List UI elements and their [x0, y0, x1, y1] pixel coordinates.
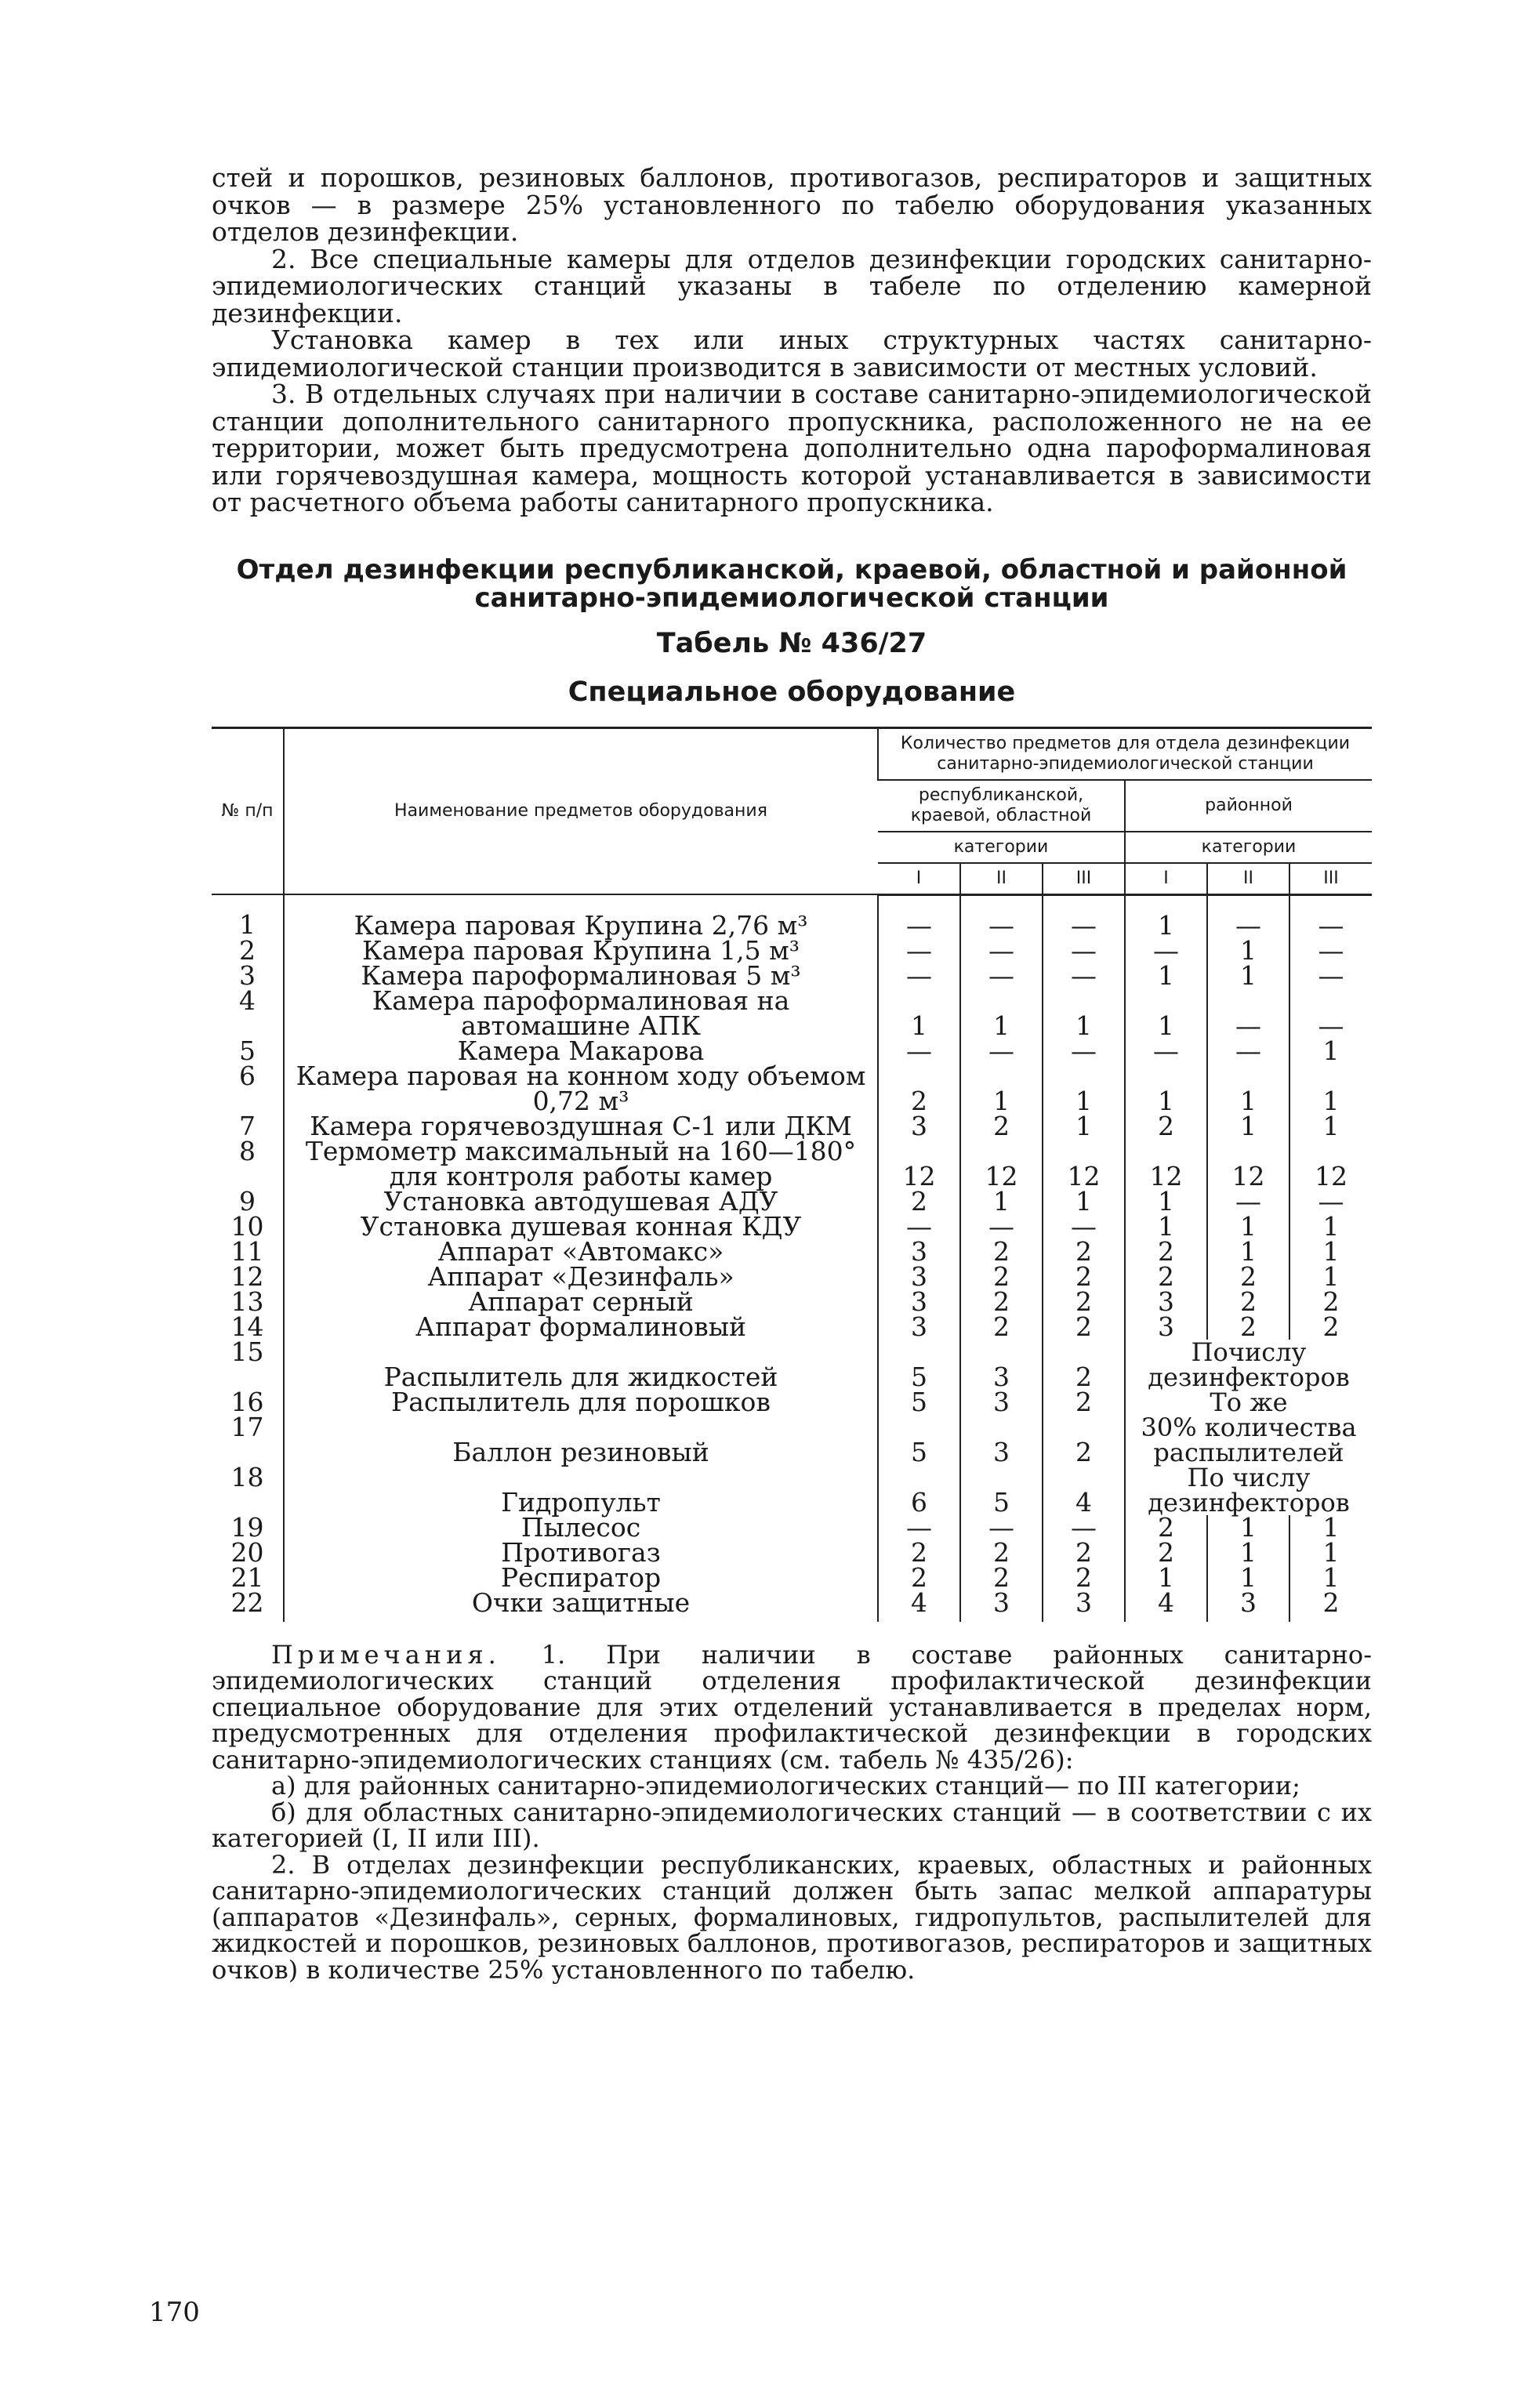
row-number: 17	[230, 1411, 264, 1442]
row-number: 8	[239, 1135, 256, 1166]
row-value: 1	[1125, 963, 1207, 988]
row-value: 2	[878, 1189, 960, 1214]
row-value: 1	[1043, 1064, 1125, 1114]
row-value: 2	[1125, 1540, 1207, 1565]
row-value: 2	[1043, 1289, 1125, 1315]
header-cat-3: III	[1043, 863, 1125, 895]
table-row	[212, 963, 1372, 988]
row-value: 3	[960, 1390, 1043, 1415]
row-number: 13	[230, 1286, 264, 1317]
row-merged-value: Почислу дезинфекторов	[1125, 1340, 1372, 1390]
row-name: Камера паровая на конном ходу объемом 0,72 м³	[284, 1064, 878, 1114]
row-value: —	[960, 1515, 1043, 1540]
row-value: 1	[1207, 938, 1289, 963]
row-value: —	[878, 1515, 960, 1540]
row-value: 3	[878, 1315, 960, 1340]
row-value: 1	[1043, 988, 1125, 1039]
note-1-text: 1. При наличии в составе районных санитарно-эпидемиологических станций отделения профилактической дезинфекции специальное оборудование для этих отделений устанавливается в пределах норм, предусмотренных для отделения профилактической дезинфекции в городских санитарно-эпидемиологических станциях (см. табель № 435/26):	[212, 1639, 1372, 1775]
row-value: 2	[960, 1239, 1043, 1264]
row-value: 1	[1207, 1214, 1289, 1239]
table-row	[212, 1465, 1372, 1515]
table-row	[212, 1289, 1372, 1315]
row-value: 1	[1207, 1064, 1289, 1114]
row-value: 1	[1207, 1515, 1289, 1540]
row-value: 1	[1207, 1114, 1289, 1139]
row-value: 1	[1289, 1565, 1372, 1590]
row-value: 1	[1207, 1565, 1289, 1590]
table-row	[212, 1114, 1372, 1139]
row-name: Респиратор	[284, 1565, 878, 1590]
row-number: 7	[239, 1110, 256, 1141]
table-body	[212, 894, 1372, 1622]
row-value: 2	[1043, 1315, 1125, 1340]
row-name: Баллон резиновый	[284, 1415, 878, 1465]
row-value: 2	[1125, 1114, 1207, 1139]
row-value: 2	[960, 1264, 1043, 1289]
row-value: 3	[878, 1264, 960, 1289]
row-number: 12	[230, 1260, 264, 1292]
row-value: —	[1043, 963, 1125, 988]
page	[212, 162, 1372, 1985]
header-categories-district: категории	[1125, 832, 1372, 863]
row-name: Установка душевая конная КДУ	[284, 1214, 878, 1239]
row-value: 12	[960, 1139, 1043, 1189]
row-value: 2	[960, 1540, 1043, 1565]
row-value: 1	[960, 1189, 1043, 1214]
table-row	[212, 1315, 1372, 1340]
row-value: —	[878, 1214, 960, 1239]
row-value: 2	[1043, 1390, 1125, 1415]
table-row	[212, 1239, 1372, 1264]
row-value: 1	[1125, 1189, 1207, 1214]
table-row	[212, 1565, 1372, 1590]
row-value: 1	[1043, 1114, 1125, 1139]
row-value: 1	[1207, 1540, 1289, 1565]
table-row	[212, 988, 1372, 1039]
row-value: 3	[960, 1590, 1043, 1622]
table-subtitle: Специальное оборудование	[568, 676, 1016, 708]
row-number: 16	[230, 1386, 264, 1417]
table-row	[212, 1264, 1372, 1289]
row-name: Термометр максимальный на 160—180° для контроля работы камер	[284, 1139, 878, 1189]
note-1b: б) для областных санитарно-эпидемиологических станций — в соответствии с их категорией (I, II или III).	[212, 1797, 1372, 1853]
row-value: 3	[878, 1239, 960, 1264]
note-1	[212, 1639, 1372, 1775]
row-name: Противогаз	[284, 1540, 878, 1565]
row-value: 12	[1043, 1139, 1125, 1189]
row-value: 2	[1289, 1315, 1372, 1340]
row-value: 1	[878, 988, 960, 1039]
row-value: —	[1289, 1189, 1372, 1214]
table-row	[212, 1415, 1372, 1465]
row-value: 2	[878, 1064, 960, 1114]
row-name: Распылитель для порошков	[284, 1390, 878, 1415]
row-value: 2	[1125, 1515, 1207, 1540]
table-row	[212, 1139, 1372, 1189]
row-value: 2	[960, 1289, 1043, 1315]
row-value: 12	[878, 1139, 960, 1189]
row-number: 6	[239, 1060, 256, 1091]
intro-paragraph-2: 2. Все специальные камеры для отделов дезинфекции городских санитарно-эпидемиологических станций указаны в табеле по отделению камерной дезинфекции.	[212, 243, 1372, 328]
note-2: 2. В отделах дезинфекции республиканских, краевых, областных и районных санитарно-эпидемиологических станций должен быть запас мелкой аппаратуры (аппаратов «Дезинфаль», серных, формалиновых, гидропультов, распылителей для жидкостей и порошков, резиновых баллонов, противогазов, респираторов и защитных очков) в количестве 25% установленного по табелю.	[212, 1849, 1372, 1985]
row-value: 4	[1043, 1465, 1125, 1515]
table-row	[212, 1590, 1372, 1622]
row-value: 12	[1207, 1139, 1289, 1189]
table-row	[212, 1189, 1372, 1214]
row-value: 1	[1289, 1239, 1372, 1264]
row-value: 3	[1125, 1289, 1207, 1315]
row-value: —	[1289, 963, 1372, 988]
row-value: 1	[1125, 1214, 1207, 1239]
row-value: —	[1289, 988, 1372, 1039]
row-value: 3	[878, 1114, 960, 1139]
row-value: —	[960, 1039, 1043, 1064]
row-value: —	[1125, 938, 1207, 963]
header-name: Наименование предметов оборудования	[284, 727, 878, 894]
row-value: 2	[1125, 1239, 1207, 1264]
row-value: —	[1043, 1039, 1125, 1064]
row-value: —	[1125, 1039, 1207, 1064]
row-value: —	[1043, 894, 1125, 938]
row-value: 5	[960, 1465, 1043, 1515]
row-value: 4	[1125, 1590, 1207, 1622]
table-row	[212, 1214, 1372, 1239]
row-value: 2	[1043, 1565, 1125, 1590]
row-number: 5	[239, 1035, 256, 1066]
row-value: 2	[960, 1114, 1043, 1139]
table-row	[212, 894, 1372, 938]
row-value: 12	[1289, 1139, 1372, 1189]
row-value: 2	[960, 1315, 1043, 1340]
row-value: 2	[1207, 1264, 1289, 1289]
row-number: 11	[230, 1235, 264, 1267]
row-name: Камера горячевоздушная С-1 или ДКМ	[284, 1114, 878, 1139]
row-value: 1	[1125, 894, 1207, 938]
notes	[212, 1639, 1372, 1985]
row-merged-value: 30% количества распылителей	[1125, 1415, 1372, 1465]
row-value: —	[960, 1214, 1043, 1239]
row-value: 3	[1043, 1590, 1125, 1622]
row-value: 2	[960, 1565, 1043, 1590]
row-number: 19	[230, 1511, 264, 1543]
row-value: —	[878, 963, 960, 988]
row-number: 21	[230, 1561, 264, 1593]
row-value: —	[1207, 894, 1289, 938]
row-value: 2	[1207, 1315, 1289, 1340]
row-value: —	[1289, 894, 1372, 938]
row-value: 1	[1289, 1264, 1372, 1289]
row-value: 5	[878, 1415, 960, 1465]
row-value: —	[1289, 938, 1372, 963]
row-value: —	[878, 1039, 960, 1064]
row-value: 1	[1289, 1515, 1372, 1540]
table-row	[212, 938, 1372, 963]
table-row	[212, 1064, 1372, 1114]
row-value: 1	[1289, 1039, 1372, 1064]
row-value: 1	[1207, 963, 1289, 988]
header-republican: республиканской, краевой, областной	[878, 780, 1125, 832]
row-value: 1	[1207, 1239, 1289, 1264]
row-value: 3	[1207, 1590, 1289, 1622]
row-value: 2	[1043, 1540, 1125, 1565]
row-name: Аппарат «Дезинфаль»	[284, 1264, 878, 1289]
row-value: 2	[1289, 1289, 1372, 1315]
intro-paragraph-4: 3. В отдельных случаях при наличии в составе санитарно-эпидемиологической станции дополнительного санитарного пропускника, расположенного не на ее территории, может быть предусмотрена дополнительно одна пароформалиновая или горячевоздушная камера, мощность которой устанавливается в зависимости от расчетного объема работы санитарного пропускника.	[212, 379, 1372, 517]
row-value: 1	[1289, 1064, 1372, 1114]
row-value: 1	[1043, 1189, 1125, 1214]
row-name: Камера пароформалиновая на автомашине АПК	[284, 988, 878, 1039]
header-number: № п/п	[212, 727, 284, 894]
table-row	[212, 1540, 1372, 1565]
row-value: 2	[1043, 1415, 1125, 1465]
row-number: 10	[230, 1210, 264, 1242]
row-value: —	[1207, 1189, 1289, 1214]
row-name: Аппарат «Автомакс»	[284, 1239, 878, 1264]
row-name: Аппарат формалиновый	[284, 1315, 878, 1340]
table-row	[212, 1390, 1372, 1415]
header-district: районной	[1125, 780, 1372, 832]
header-cat-1: I	[1125, 863, 1207, 895]
row-value: —	[960, 894, 1043, 938]
row-merged-value: То же	[1125, 1390, 1372, 1415]
row-value: 2	[878, 1565, 960, 1590]
row-value: 3	[960, 1340, 1043, 1390]
row-value: —	[1043, 938, 1125, 963]
table-row	[212, 1515, 1372, 1540]
row-name: Гидропульт	[284, 1465, 878, 1515]
row-number: 9	[239, 1185, 256, 1217]
row-value: 1	[1289, 1114, 1372, 1139]
row-value: 1	[1125, 1064, 1207, 1114]
row-value: 2	[1043, 1340, 1125, 1390]
row-number: 1	[239, 909, 256, 940]
row-name: Камера паровая Крупина 1,5 м³	[284, 938, 878, 963]
row-name: Пылесос	[284, 1515, 878, 1540]
header-cat-2: II	[960, 863, 1043, 895]
table-row	[212, 1039, 1372, 1064]
row-number: 2	[239, 934, 256, 966]
row-value: 12	[1125, 1139, 1207, 1189]
header-cat-3: III	[1289, 863, 1372, 895]
intro-paragraph-3: Установка камер в тех или иных структурных частях санитарно-эпидемиологической станции производится в зависимости от местных условий.	[212, 325, 1372, 383]
header-cat-2: II	[1207, 863, 1289, 895]
row-value: —	[1207, 1039, 1289, 1064]
row-number: 3	[239, 959, 256, 991]
row-name: Установка автодушевая АДУ	[284, 1189, 878, 1214]
row-name: Распылитель для жидкостей	[284, 1340, 878, 1390]
row-value: 2	[1289, 1590, 1372, 1622]
row-value: 6	[878, 1465, 960, 1515]
page-number: 170	[149, 2297, 200, 2328]
row-name: Аппарат серный	[284, 1289, 878, 1315]
row-name: Камера пароформалиновая 5 м³	[284, 963, 878, 988]
row-value: 1	[960, 1064, 1043, 1114]
row-value: 1	[1125, 1565, 1207, 1590]
row-value: —	[1043, 1515, 1125, 1540]
row-value: —	[960, 963, 1043, 988]
row-value: 3	[1125, 1315, 1207, 1340]
row-number: 4	[239, 985, 256, 1016]
row-number: 22	[230, 1587, 264, 1618]
row-number: 18	[230, 1461, 264, 1492]
header-categories-republican: категории	[878, 832, 1125, 863]
header-quantity: Количество предметов для отдела дезинфекции санитарно-эпидемиологической станции	[878, 727, 1372, 780]
row-value: 1	[960, 988, 1043, 1039]
row-number: 15	[230, 1336, 264, 1367]
row-number: 20	[230, 1536, 264, 1568]
notes-label: Примечания.	[271, 1639, 501, 1670]
row-merged-value: По числу дезинфекторов	[1125, 1465, 1372, 1515]
row-value: —	[878, 894, 960, 938]
row-value: 3	[878, 1289, 960, 1315]
row-value: 1	[1125, 988, 1207, 1039]
department-title: Отдел дезинфекции республиканской, краевой, областной и районной санитарно-эпидемиологической станции	[236, 553, 1347, 614]
row-value: 1	[1289, 1214, 1372, 1239]
row-value: 3	[960, 1415, 1043, 1465]
row-value: 2	[1043, 1239, 1125, 1264]
row-value: 4	[878, 1590, 960, 1622]
header-cat-1: I	[878, 863, 960, 895]
row-value: —	[1043, 1214, 1125, 1239]
row-value: 1	[1289, 1540, 1372, 1565]
row-name: Камера Макарова	[284, 1039, 878, 1064]
intro-paragraph-1: стей и порошков, резиновых баллонов, противогазов, респираторов и защитных очков — в размере 25% установленного по табелю оборудования указанных отделов дезинфекции.	[212, 162, 1372, 247]
row-value: 5	[878, 1390, 960, 1415]
note-1a: а) для районных санитарно-эпидемиологических станций— по III категории;	[271, 1771, 1300, 1801]
row-value: 2	[1207, 1289, 1289, 1315]
table-row	[212, 1340, 1372, 1390]
tabel-number: Табель № 436/27	[656, 627, 927, 659]
row-value: 2	[878, 1540, 960, 1565]
row-name: Камера паровая Крупина 2,76 м³	[284, 894, 878, 938]
row-name: Очки защитные	[284, 1590, 878, 1622]
row-number: 14	[230, 1311, 264, 1342]
row-value: —	[960, 938, 1043, 963]
row-value: 2	[1043, 1264, 1125, 1289]
row-value: —	[1207, 988, 1289, 1039]
row-value: 5	[878, 1340, 960, 1390]
equipment-table	[212, 727, 1372, 1622]
row-value: 2	[1125, 1264, 1207, 1289]
row-value: —	[878, 938, 960, 963]
